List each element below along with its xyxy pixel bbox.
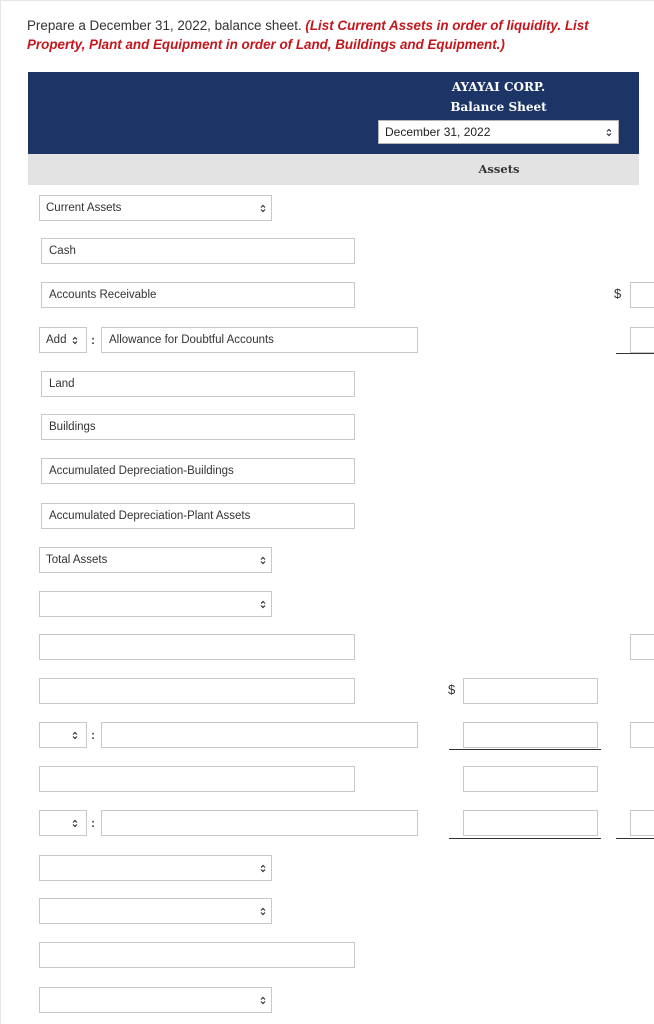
add-less-select[interactable] — [39, 327, 87, 353]
chevron-updown-icon — [260, 600, 266, 609]
company-name: AYAYAI CORP. — [451, 80, 546, 94]
current-assets-value: Current Assets — [46, 202, 122, 214]
subtotal-underline — [616, 838, 654, 839]
amount-input[interactable] — [630, 722, 654, 748]
instruction-emphasis: (List Current Assets in order of liquidity. List Property, Plant and Equipment in order of Land, Buildings and Equipment.) — [27, 18, 589, 52]
chevron-updown-icon — [260, 996, 266, 1005]
amount-input[interactable] — [463, 810, 598, 836]
amount-input[interactable] — [630, 282, 654, 308]
total-assets-value: Total Assets — [46, 554, 108, 566]
account-field[interactable] — [39, 634, 355, 660]
date-select-value: December 31, 2022 — [385, 125, 491, 139]
add-less-select[interactable] — [39, 722, 87, 748]
colon-separator: : — [91, 816, 95, 830]
dollar-sign: $ — [448, 682, 456, 697]
account-field[interactable] — [39, 678, 355, 704]
colon-separator: : — [91, 333, 95, 347]
amount-input[interactable] — [463, 678, 598, 704]
account-field[interactable] — [39, 942, 355, 968]
current-assets-select[interactable] — [39, 195, 272, 221]
section-label-assets: Assets — [478, 162, 520, 176]
amount-input[interactable] — [630, 327, 654, 353]
amount-input[interactable] — [463, 766, 598, 792]
accum-dep-buildings-field[interactable]: Accumulated Depreciation-Buildings — [41, 458, 355, 484]
land-field[interactable]: Land — [41, 371, 355, 397]
account-field[interactable] — [39, 766, 355, 792]
instructions — [27, 16, 637, 54]
account-field[interactable] — [101, 722, 418, 748]
dollar-sign: $ — [614, 286, 622, 301]
subtotal-underline — [449, 749, 601, 750]
subtotal-underline — [449, 838, 601, 839]
account-select[interactable] — [39, 855, 272, 881]
account-field[interactable] — [101, 810, 418, 836]
account-select[interactable] — [39, 591, 272, 617]
add-less-select[interactable] — [39, 810, 87, 836]
chevron-updown-icon — [606, 128, 612, 137]
chevron-updown-icon — [72, 731, 78, 740]
amount-input[interactable] — [630, 634, 654, 660]
accum-dep-plant-field[interactable]: Accumulated Depreciation-Plant Assets — [41, 503, 355, 529]
chevron-updown-icon — [260, 864, 266, 873]
total-assets-select[interactable] — [39, 547, 272, 573]
chevron-updown-icon — [72, 819, 78, 828]
account-select[interactable] — [39, 987, 272, 1013]
buildings-field[interactable]: Buildings — [41, 414, 355, 440]
chevron-updown-icon — [72, 336, 78, 345]
chevron-updown-icon — [260, 204, 266, 213]
account-select[interactable] — [39, 898, 272, 924]
date-select[interactable] — [378, 120, 619, 144]
statement-title: Balance Sheet — [450, 100, 547, 114]
chevron-updown-icon — [260, 556, 266, 565]
amount-input[interactable] — [463, 722, 598, 748]
cash-field[interactable]: Cash — [41, 238, 355, 264]
add-less-value: Add — [46, 334, 67, 346]
chevron-updown-icon — [260, 907, 266, 916]
colon-separator: : — [91, 728, 95, 742]
accounts-receivable-field[interactable]: Accounts Receivable — [41, 282, 355, 308]
subtotal-underline — [616, 353, 654, 354]
instruction-lead: Prepare a December 31, 2022, balance sheet. — [27, 18, 302, 33]
allowance-field[interactable]: Allowance for Doubtful Accounts — [101, 327, 418, 353]
amount-input[interactable] — [630, 810, 654, 836]
